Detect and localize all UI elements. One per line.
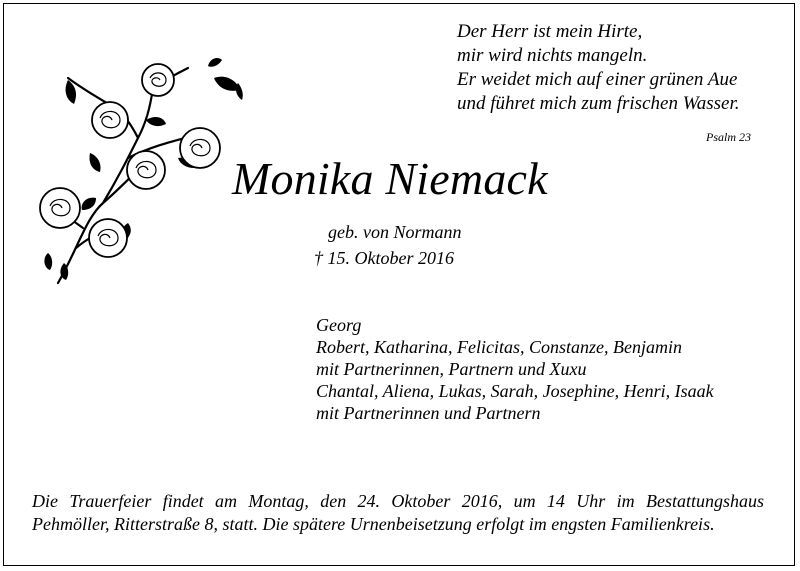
mourner-line: mit Partnerinnen und Partnern — [316, 403, 541, 423]
psalm-quote — [457, 20, 740, 116]
mourner-line: Georg — [316, 315, 362, 335]
funeral-notice — [32, 490, 764, 536]
psalm-reference: Psalm 23 — [706, 130, 751, 144]
mourner-line: mit Partnerinnen, Partnern und Xuxu — [316, 359, 587, 379]
psalm-line: und führet mich zum frischen Wasser. — [457, 93, 740, 114]
deceased-name: Monika Niemack — [232, 153, 548, 204]
notice-line: Die Trauerfeier findet am Montag, den 24. Oktober 2016, um 14 Uhr im Bestattungshaus — [32, 491, 764, 511]
mourner-line: Robert, Katharina, Felicitas, Constanze, Benjamin — [316, 337, 682, 357]
death-date: † 15. Oktober 2016 — [314, 248, 454, 268]
mourner-line: Chantal, Aliena, Lukas, Sarah, Josephine, Henri, Isaak — [316, 381, 714, 401]
notice-line: Pehmöller, Ritterstraße 8, statt. Die spätere Urnenbeisetzung erfolgt im engsten Familienkreis. — [32, 514, 715, 534]
psalm-line: Er weidet mich auf einer grünen Aue — [457, 69, 738, 90]
psalm-line: Der Herr ist mein Hirte, — [457, 21, 643, 42]
mourners-list — [316, 314, 714, 424]
roses-icon — [28, 58, 246, 290]
psalm-line: mir wird nichts mangeln. — [457, 45, 648, 66]
birth-name: geb. von Normann — [328, 222, 462, 242]
